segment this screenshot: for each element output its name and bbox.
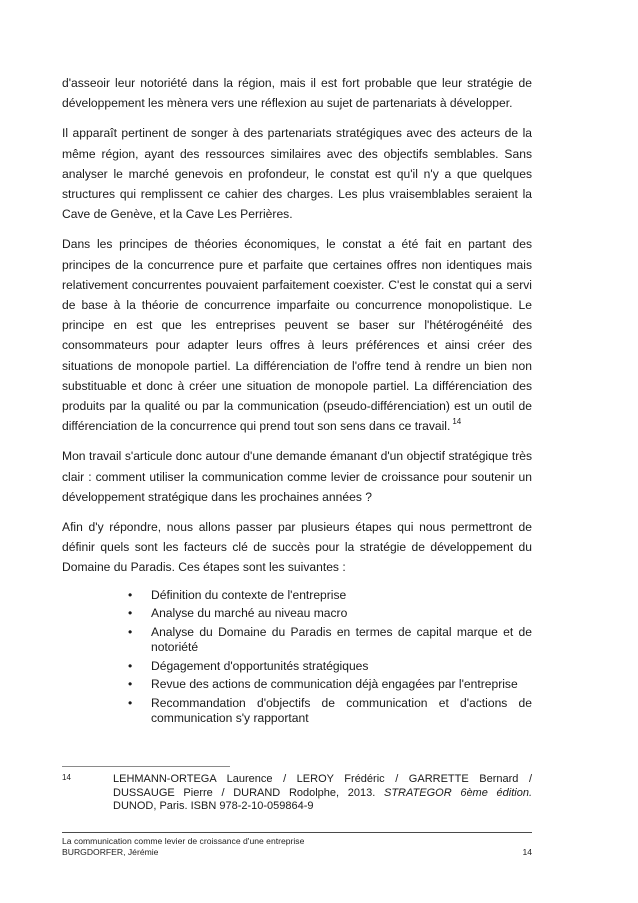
paragraph-2: Il apparaît pertinent de songer à des partenariats stratégiques avec des acteurs de la même région, ayant des ressources similaires avec des objectifs semblables. Sans analyser le marché genevois en profondeur, le constat est qu'il n'y a que quelques structures qui remplissent ce cahier des charges. Les plus vraisemblables seraient la Cave de Genève, et la Cave Les Perrières. — [62, 126, 532, 222]
list-item-text: Revue des actions de communication déjà engagées par l'entreprise — [151, 677, 518, 692]
footnote-book-title: STRATEGOR 6ème édition. — [384, 786, 532, 799]
footer-title: La communication comme levier de croissance d'une entreprise — [62, 836, 305, 846]
paragraph-3 — [62, 234, 532, 436]
list-item-text: Recommandation d'objectifs de communication et d'actions de communication s'y rapportant — [151, 696, 532, 725]
bullet-icon: • — [128, 606, 133, 621]
list-item — [122, 625, 532, 654]
bullet-icon: • — [128, 587, 133, 602]
list-item-text: Dégagement d'opportunités stratégiques — [151, 658, 369, 673]
bullet-icon: • — [128, 625, 133, 640]
list-item — [122, 677, 532, 692]
list-item — [122, 606, 532, 621]
list-item — [122, 659, 532, 674]
footnote-text — [113, 773, 532, 814]
paragraph-1: d'asseoir leur notoriété dans la région, mais il est fort probable que leur stratégie de développement les mènera vers une réflexion au sujet de partenariats à développer. — [62, 76, 532, 111]
footnote-authors: LEHMANN-ORTEGA Laurence / LEROY Frédéric / GARRETTE Bernard / DUSSAUGE Pierre / DURAND Rodolphe, 2013. — [113, 773, 532, 799]
paragraph-3-text: Dans les principes de théories économiques, le constat a été fait en partant des principes de la concurrence pure et parfaite que certaines offres non identiques mais relativement concurrentes pouvaient parfaitement coexister. C'est le constat qui a servi de base à la théorie de concurrence imparfaite ou concurrence monopolistique. Le principe en est que les entreprises peuvent se baser sur l'hétérogénéité des consommateurs pour adapter leurs offres à leurs préférences et ainsi créer des situations de monopole partiel. La différenciation de l'offre tend à rendre un bien non substituable et donc à créer une situation de monopole partiel. La différenciation des produits par la qualité ou par la communication (pseudo-différenciation) est un outil de différenciation de la concurrence qui prend tout son sens dans ce travail. — [62, 237, 532, 434]
list-item-text: Analyse du marché au niveau macro — [151, 606, 348, 621]
body-text — [62, 73, 532, 730]
page-number: 14 — [522, 847, 532, 857]
footer-divider — [62, 832, 532, 833]
footnote-publisher: DUNOD, Paris. ISBN 978-2-10-059864-9 — [113, 800, 314, 813]
paragraph-5: Afin d'y répondre, nous allons passer par plusieurs étapes qui nous permettront de définir quels sont les facteurs clé de succès pour la stratégie de développement du Domaine du Paradis. Ces étapes sont les suivantes : — [62, 520, 532, 575]
list-item — [122, 696, 532, 725]
steps-list — [62, 588, 532, 726]
list-item-text: Définition du contexte de l'entreprise — [151, 587, 347, 602]
bullet-icon: • — [128, 696, 133, 711]
list-item-text: Analyse du Domaine du Paradis en termes de capital marque et de notoriété — [151, 625, 532, 654]
bullet-icon: • — [128, 658, 133, 673]
page-footer — [62, 836, 532, 858]
footnote-reference[interactable]: 14 — [452, 417, 462, 427]
paragraph-4: Mon travail s'articule donc autour d'une demande émanant d'un objectif stratégique très clair : comment utiliser la communication comme levier de croissance pour soutenir un développement stratégique dans les prochaines années ? — [62, 449, 532, 504]
footnote-number: 14 — [62, 773, 71, 782]
footer-author: BURGDORFER, Jérémie — [62, 847, 159, 857]
bullet-icon: • — [128, 677, 133, 692]
footnote — [62, 773, 532, 814]
list-item — [122, 588, 532, 603]
footnote-divider — [62, 766, 230, 767]
